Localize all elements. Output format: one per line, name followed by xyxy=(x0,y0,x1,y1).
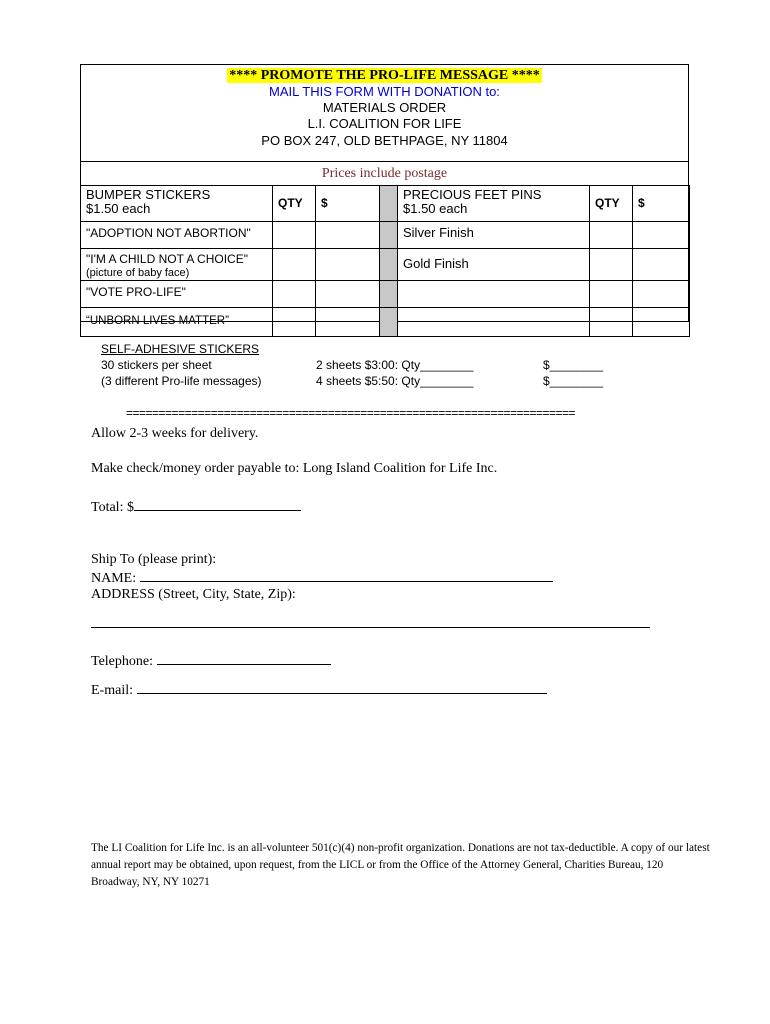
bumper-qty-field[interactable] xyxy=(273,222,316,249)
pins-amount-field[interactable] xyxy=(633,222,690,249)
shaded-column xyxy=(380,308,398,337)
pins-header xyxy=(398,186,590,222)
page-title xyxy=(81,67,688,84)
table-row xyxy=(81,308,690,337)
address-field[interactable] xyxy=(91,627,650,628)
address-line-2: L.I. COALITION FOR LIFE xyxy=(307,116,462,131)
pins-amount-field[interactable] xyxy=(633,308,690,337)
telephone-field[interactable] xyxy=(157,652,331,665)
bumper-price: $1.50 each xyxy=(86,201,151,216)
name-field[interactable] xyxy=(140,569,553,582)
bumper-amount-field[interactable] xyxy=(316,281,380,308)
address-label: ADDRESS (Street, City, State, Zip): xyxy=(91,587,296,602)
adhesive-option-1[interactable]: 2 sheets $3:00: Qty________ xyxy=(316,358,474,372)
address-line-1: MATERIALS ORDER xyxy=(322,100,447,115)
pins-price: $1.50 each xyxy=(403,201,468,216)
title-highlight: **** PROMOTE THE PRO-LIFE MESSAGE **** xyxy=(229,68,540,83)
table-header-row xyxy=(81,186,690,222)
adhesive-amounts xyxy=(543,357,603,389)
adhesive-line-1: 30 stickers per sheet xyxy=(101,358,212,372)
bumper-dollar-header: $ xyxy=(316,186,380,222)
total-field[interactable] xyxy=(134,498,301,511)
email-label: E-mail: xyxy=(91,683,137,698)
bumper-item-note: (picture of baby face) xyxy=(86,267,190,279)
adhesive-option-2[interactable]: 4 sheets $5:50: Qty________ xyxy=(316,374,474,388)
name-row xyxy=(91,569,553,587)
table-row xyxy=(81,281,690,308)
pins-qty-field[interactable] xyxy=(590,249,633,281)
bumper-item-label: "I'M A CHILD NOT A CHOICE" xyxy=(86,252,248,266)
bumper-amount-field[interactable] xyxy=(316,222,380,249)
shaded-column xyxy=(380,222,398,249)
divider xyxy=(81,161,688,162)
pins-amount-field[interactable] xyxy=(633,249,690,281)
bumper-item: "ADOPTION NOT ABORTION" xyxy=(81,222,273,249)
adhesive-heading: SELF-ADHESIVE STICKERS xyxy=(101,342,260,356)
bumper-item: "VOTE PRO-LIFE" xyxy=(81,281,273,308)
adhesive-amount-1[interactable]: $________ xyxy=(543,358,604,372)
bumper-qty-header: QTY xyxy=(273,186,316,222)
bumper-qty-field[interactable] xyxy=(273,308,316,337)
total-label: Total: $ xyxy=(91,500,134,515)
pins-item: Silver Finish xyxy=(398,222,590,249)
pins-heading: PRECIOUS FEET PINS xyxy=(403,187,542,202)
adhesive-line-2: (3 different Pro-life messages) xyxy=(101,374,262,388)
address-line-3: PO BOX 247, OLD BETHPAGE, NY 11804 xyxy=(261,133,508,148)
bumper-item xyxy=(81,249,273,281)
table-row xyxy=(81,222,690,249)
bumper-amount-field[interactable] xyxy=(316,308,380,337)
shaded-column xyxy=(380,186,398,222)
payable-note: Make check/money order payable to: Long Island Coalition for Life Inc. xyxy=(91,461,498,476)
pins-empty-cell xyxy=(398,281,590,308)
shaded-column xyxy=(380,281,398,308)
bumper-amount-field[interactable] xyxy=(316,249,380,281)
bumper-qty-field[interactable] xyxy=(273,281,316,308)
email-field[interactable] xyxy=(137,681,547,694)
delivery-note: Allow 2-3 weeks for delivery. xyxy=(91,426,259,441)
separator-line: ===================================================================== xyxy=(126,406,576,420)
bumper-item: “UNBORN LIVES MATTER” xyxy=(81,308,273,337)
pins-qty-field[interactable] xyxy=(590,281,633,308)
order-table xyxy=(80,185,690,337)
pins-qty-field[interactable] xyxy=(590,222,633,249)
name-label: NAME: xyxy=(91,571,140,586)
pins-amount-field[interactable] xyxy=(633,281,690,308)
ship-to-label: Ship To (please print): xyxy=(91,552,217,567)
email-row xyxy=(91,681,547,699)
bumper-header xyxy=(81,186,273,222)
pins-empty-cell xyxy=(398,308,590,337)
pins-qty-field[interactable] xyxy=(590,308,633,337)
pins-qty-header: QTY xyxy=(590,186,633,222)
bumper-qty-field[interactable] xyxy=(273,249,316,281)
telephone-row xyxy=(91,652,331,670)
bumper-heading: BUMPER STICKERS xyxy=(86,187,211,202)
total-row xyxy=(91,498,301,516)
pins-item: Gold Finish xyxy=(398,249,590,281)
adhesive-options xyxy=(316,357,473,389)
adhesive-section xyxy=(101,341,262,389)
shaded-column xyxy=(380,249,398,281)
pins-dollar-header: $ xyxy=(633,186,690,222)
footer-disclaimer: The LI Coalition for Life Inc. is an all-volunteer 501(c)(4) non-profit organization. Donations are not tax-deductible. A copy of our latest annual report may be obtained, upon request, from the LICL or from the Office of the Attorney General, Charities Bureau, 120 Broadway, NY, NY 10271 xyxy=(91,842,710,888)
mail-instruction: MAIL THIS FORM WITH DONATION to: xyxy=(269,84,500,99)
prices-note: Prices include postage xyxy=(321,166,448,181)
table-row xyxy=(81,249,690,281)
adhesive-amount-2[interactable]: $________ xyxy=(543,374,604,388)
telephone-label: Telephone: xyxy=(91,654,157,669)
